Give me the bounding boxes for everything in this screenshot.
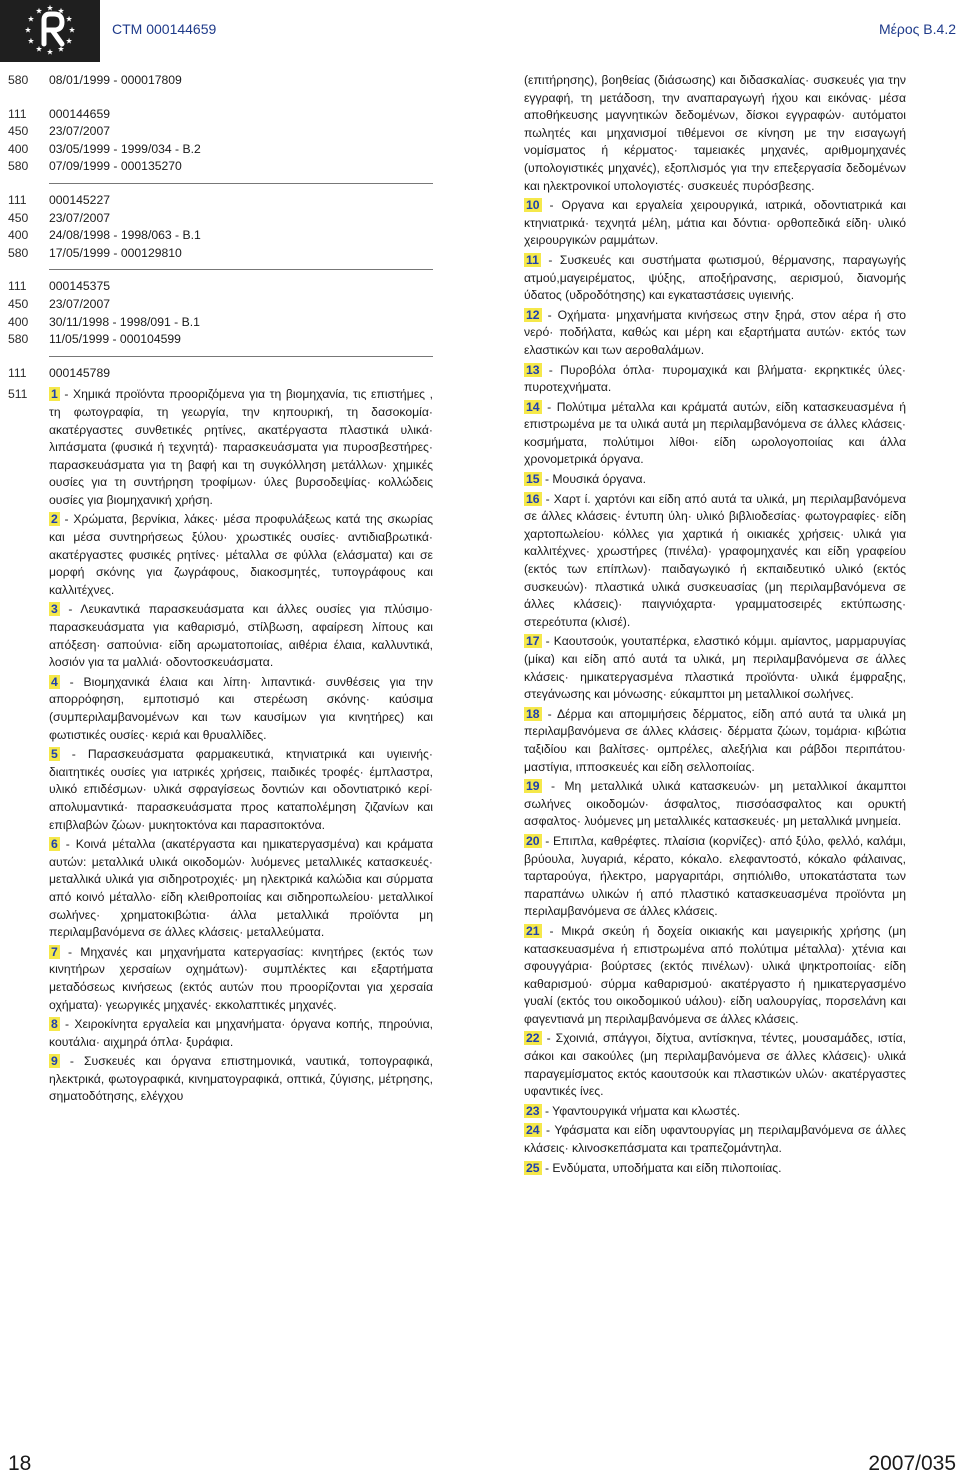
class-number: 14 <box>526 399 540 414</box>
class-number: 13 <box>526 362 540 377</box>
class-description: - Λευκαντικά παρασκευάσματα και άλλες ουσίες για πλύσιμο· παρασκευάσματα για καθαρισμό, στίλβωση, αφαίρεση λίπους και απόξεση· σαπούνια· είδη αρωματοποιίας, αιθέρια έλαια, καλλυντικά, λοσιόν για τα μαλλιά· οδοντοσκευάσματα. <box>49 602 433 670</box>
record-block <box>8 106 433 176</box>
class-list <box>49 386 433 1108</box>
class-number: 15 <box>526 472 540 487</box>
class-number: 24 <box>526 1123 540 1138</box>
class-number: 10 <box>526 198 540 213</box>
class-entry <box>49 944 433 1014</box>
class-number: 8 <box>51 1017 58 1032</box>
class-number: 1 <box>51 387 58 402</box>
record-row <box>8 106 433 124</box>
class-entry <box>49 1053 433 1106</box>
field-value: 000144659 <box>49 106 111 121</box>
class-entry <box>524 633 906 703</box>
record-row <box>8 210 433 228</box>
field-value: 23/07/2007 <box>49 124 110 139</box>
class-description: - Μικρά σκεύη ή δοχεία οικιακής και μαγειρικής χρήσης (μη κατασκευασμένα ή επιστρωμένα από πολύτιμα μέταλλα)· χτένια και σφουγγάρια· βούρτσες (εκτός πινέλων)· υλικά ψηκτροποιίας· είδη καθαρισμού· σύρμα καθαρισμού· ακατέργαστο ή ημικατεργασμένο γυαλί (εκτός του οικοδομικού υάλου)· είδη υαλουργίας, πορσελάνη και φαγεντιανά μη περιλαμβανόμενα σε άλλες κλάσεις. <box>524 923 906 1026</box>
class-number: 12 <box>526 307 540 322</box>
record-row <box>8 365 433 383</box>
class-description: - Συσκευές και όργανα επιστημονικά, ναυτικά, τοπογραφικά, ηλεκτρικά, φωτογραφικά, κινηματογραφικά, οπτικά, ζύγισης, μέτρησης, σηματοδότησης, ελέγχου <box>49 1054 433 1104</box>
class-number: 9 <box>51 1054 58 1069</box>
class-entry <box>49 511 433 599</box>
goods-services-entry <box>8 386 433 1108</box>
class-number: 5 <box>51 747 58 762</box>
record-row <box>8 123 433 141</box>
record-row <box>8 227 433 245</box>
eu-ohim-logo <box>0 0 100 62</box>
field-code: 111 <box>8 106 27 121</box>
class-number: 18 <box>526 706 540 721</box>
eu-stars-logo-icon <box>0 0 100 62</box>
class-entry <box>49 836 433 942</box>
class-entry <box>524 1160 906 1178</box>
document-id: CTM 000144659 <box>112 21 217 37</box>
record-row <box>8 278 433 296</box>
class-description: - Παρασκευάσματα φαρμακευτικά, κτηνιατρικά και υγιεινής· διαιτητικές ουσίες για ιατρικές χρήσεις, παιδικές τροφές· έμπλαστρα, υλικό επιδέσμων· υλικά σφραγίσεως δοντιών και οδοντιατρικό κερί· απολυμαντικά· παρασκευάσματα προς καταπολέμηση ζιζανίων και επιβλαβών ζώων· μυκητοκτόνα και παρασιτοκτόνα. <box>49 747 433 832</box>
class-number: 6 <box>51 837 58 852</box>
field-code: 580 <box>8 159 29 174</box>
issue-number: 2007/035 <box>868 1452 956 1475</box>
record-row <box>8 314 433 332</box>
class-entry <box>524 399 906 469</box>
field-code: 450 <box>8 296 29 311</box>
class-entry <box>524 923 906 1029</box>
class-number: 23 <box>526 1103 540 1118</box>
class-description: - Μουσικά όργανα. <box>541 472 646 487</box>
class-description: - Υφάσματα και είδη υφαντουργίας μη περιλαμβανόμενα σε άλλες κλάσεις· κλινοσκεπάσματα και τραπεζομάντηλα. <box>524 1123 906 1156</box>
class-description: - Πολύτιμα μέταλλα και κράματά αυτών, είδη κατασκευασμένα ή επιστρωμένα με τα υλικά αυτά μη περιλαμβανόμενα σε άλλες κλάσεις· κοσμήματα, πολύτιμοι λίθοι· είδη ωρολογοποιίας και άλλα χρονομετρικά όργανα. <box>524 399 906 467</box>
class-list-continued <box>524 197 906 1177</box>
class-entry <box>524 1030 906 1100</box>
field-code: 511 <box>8 387 28 402</box>
field-code: 400 <box>8 228 29 243</box>
field-value: 24/08/1998 - 1998/063 - B.1 <box>49 228 201 243</box>
class-description: - Ενδύματα, υποδήματα και είδη πιλοποιίας. <box>541 1160 782 1175</box>
class-entry <box>49 1016 433 1051</box>
class-entry <box>524 491 906 632</box>
record-block <box>8 72 433 90</box>
page-number: 18 <box>8 1452 32 1475</box>
class-entry <box>524 1103 906 1121</box>
class-entry <box>524 471 906 489</box>
class-description: - Σχοινιά, σπάγγοι, δίχτυα, αντίσκηνα, τέντες, μουσαμάδες, ιστία, σάκοι και σακούλες (μη περιλαμβανόμενα σε άλλες κλάσεις)· υλικά παραγεμίσματος εκτός καουτσούκ και πλαστικών υλών· ακατέργαστες υφαντικές ίνες. <box>524 1031 906 1099</box>
field-code: 111 <box>8 192 27 207</box>
record-blocks <box>8 72 433 386</box>
class-number: 17 <box>526 634 540 649</box>
class-entry <box>524 1122 906 1157</box>
field-code: 400 <box>8 314 29 329</box>
field-value: 03/05/1999 - 1999/034 - B.2 <box>49 141 201 156</box>
field-code: 580 <box>8 332 29 347</box>
class-description: - Οργανα και εργαλεία χειρουργικά, ιατρικά, οδοντιατρικά και κτηνιατρικά· τεχνητά μέλη, μάτια και δόντια· ορθοπεδικά είδη· υλικό χειρουργικών ραμμάτων. <box>524 198 906 248</box>
block-separator <box>49 356 433 357</box>
field-value: 23/07/2007 <box>49 210 110 225</box>
class-number: 19 <box>526 779 540 794</box>
class-description: - Οχήματα· μηχανήματα κινήσεως στην ξηρά, στον αέρα ή στο νερό· ποδήλατα, καθώς και μέρη και εξαρτήματα αυτών· εκτός των ελαστικών και των αεροθαλάμων. <box>524 307 906 357</box>
class-description: - Μη μεταλλικά υλικά κατασκευών· μη μεταλλικοί άκαμπτοι σωλήνες οικοδομών· άσφαλτος, πισσόασφαλτος και ορυκτή ασφαλτος· λυόμενες μη μεταλλικές κατασκευές· μη μεταλλικά μνημεία. <box>524 779 906 829</box>
record-row <box>8 192 433 210</box>
field-value: 17/05/1999 - 000129810 <box>49 245 182 260</box>
class-entry <box>524 362 906 397</box>
field-value: 11/05/1999 - 000104599 <box>49 332 181 347</box>
field-code: 580 <box>8 245 29 260</box>
record-row <box>8 331 433 349</box>
field-value: 000145227 <box>49 192 111 207</box>
record-block <box>8 365 433 383</box>
class-number: 4 <box>51 674 58 689</box>
class-continuation: (επιτήρησης), βοηθείας (διάσωσης) και διδασκαλίας· συσκευές για την εγγραφή, τη μετάδοση, την αναπαραγωγή ήχου και εικόνας· μέσα αποθήκευσης μαγνητικών δεδομένων, δίσκοι εγγραφών· αυτόματοι πωλητές και μηχανισμοί τιθέμενοι σε κίνηση με την εισαγωγή νομίσματος ή κέρματος· ταμειακές μηχανές, αριθμομηχανές (υπολογιστικές μηχανές), εξοπλισμός για την επεξεργασία δεδομένων και ηλεκτρονικοί υπολογιστές· συσκευές πυρόσβεσης. <box>524 73 906 193</box>
class-description: - Δέρμα και απομιμήσεις δέρματος, είδη από αυτά τα υλικά μη περιλαμβανόμενα σε άλλες κλάσεις· δέρματα ζώων, τομάρια· κιβώτια ταξιδίου και βαλίτσες· ομπρέλες, αλεξήλια και ράβδοι περιπάτου· μαστίγια, ιπποσκευές και είδη σελλοποιίας. <box>524 706 906 774</box>
class-description: - Χρώματα, βερνίκια, λάκες· μέσα προφυλάξεως κατά της σκωρίας και μέσα συντηρήσεως ξύλου· χρωστικές ουσίες· αντιδιαβρωτικά· ακατέργαστες φυσικές ρητίνες· μέταλλα σε φύλλα (ελάσματα) και σε μορφή σκόνης για ζωγράφους, διακοσμητές, τυπογράφους και καλλιτέχνες. <box>49 512 433 597</box>
class-number: 11 <box>526 252 539 267</box>
class-entry <box>49 386 433 509</box>
record-block <box>8 278 433 348</box>
class-description: - Χημικά προϊόντα προοριζόμενα για τη βιομηχανία, τις επιστήμες , τη φωτογραφία, τη γεωργία, την κηπουρική, τη δασοκομία· ακατέργαστες συνθετικές ρητίνες, ακατέργαστα πλαστικά υλικά· λιπάσματα (φυσικά ή τεχνητά)· παρασκευάσματα για πυροσβεστήρες· παρασκευάσματα για τη βαφή και τη συγκόλληση μετάλλων· χημικές ουσίες για τη συντήρηση τροφίμων· ύλες βυρσοδεψίας· κολλώδεις ουσίες για βιομηχανική χρήση. <box>49 387 433 507</box>
field-code: 400 <box>8 141 29 156</box>
field-code: 111 <box>8 365 27 380</box>
field-code: 450 <box>8 124 29 139</box>
field-value: 000145789 <box>49 365 111 380</box>
record-row <box>8 245 433 263</box>
field-value: 07/09/1999 - 000135270 <box>49 159 182 174</box>
class-number: 16 <box>526 491 540 506</box>
class-description: - Καουτσούκ, γουταπέρκα, ελαστικό κόμμι. αμίαντος, μαρμαρυγίας (μίκα) και είδη από αυτά τα υλικά, μη περιλαμβανόμενα σε άλλες κλάσεις· ημικατεργασμένα πλαστικά προϊόντα· υλικά έμφραξης, στεγάνωσης και μόνωσης· εύκαμπτοι μη μεταλλικοί σωλήνες. <box>524 634 906 702</box>
class-description: - Βιομηχανικά έλαια και λίπη· λιπαντικά· συνθέσεις για την απορρόφηση, εμποτισμό και στερέωση σκόνης· καύσιμα (συμπεριλαμβανομένων και των καυσίμων για κινητήρες) και φωτιστικές ουσίες· κεριά και θρυαλλίδες. <box>49 674 433 742</box>
class-entry <box>524 252 906 305</box>
record-row <box>8 72 433 90</box>
class-description: - Συσκευές και συστήματα φωτισμού, θέρμανσης, παραγωγής ατμού,μαγειρέματος, ψύξης, αποξήρανσης, αερισμού, διανομής ύδατος (υδροδότησης) και εγκαταστάσεις υγιεινής. <box>524 252 906 303</box>
class-description: - Μηχανές και μηχανήματα κατεργασίας: κινητήρες (εκτός των κινητήρων χερσαίων οχημάτων)· συμπλέκτες και εξαρτήματα μεταδόσεως κινήσεως (εκτός αυτών που προορίζονται για χερσαία οχήματα)· γεωργικές μηχανές· εκκολαπτικές μηχανές. <box>49 944 433 1012</box>
field-value: 30/11/1998 - 1998/091 - B.1 <box>49 314 200 329</box>
class-number: 7 <box>51 944 58 959</box>
class-entry <box>524 833 906 921</box>
class-description: - Πυροβόλα όπλα· πυρομαχικά και βλήματα· εκρηκτικές ύλες· πυροτεχνήματα. <box>524 362 906 395</box>
class-entry <box>524 307 906 360</box>
block-gap <box>8 90 433 106</box>
part-label: Μέρος Β.4.2 <box>879 21 956 37</box>
class-description: - Υφαντουργικά νήματα και κλωστές. <box>541 1103 741 1118</box>
field-value: 23/07/2007 <box>49 296 110 311</box>
record-row <box>8 141 433 159</box>
class-entry <box>524 706 906 776</box>
class-number: 3 <box>51 602 58 617</box>
class-entry <box>524 778 906 831</box>
field-code: 111 <box>8 279 27 294</box>
class-number: 20 <box>526 833 540 848</box>
class-description: - Χαρτ ί. χαρτόνι και είδη από αυτά τα υλικά, μη περιλαμβανόμενα σε άλλες κλάσεις· έντυπη ύλη· υλικό βιβλιοδεσίας· φωτογραφίες· είδη χαρτοπωλείου· κόλλες για χαρτικά ή οικιακές χρήσεις· υλικά για καλλιτέχνες· χρωστήρες (πινέλα)· γραφομηχανές και είδη γραφείου (εκτός των επίπλων)· παιδαγωγικό ή εκπαιδευτικό υλικό (εκτός συσκευών)· πλαστικά υλικά συσκευασίας (μη περιλαμβανόμενα σε άλλες κλάσεις)· παιγνιόχαρτα· γραμματοσειρές εκτύπωσης· στερεότυπα (κλισέ). <box>524 491 906 629</box>
class-description: - Επιπλα, καθρέφτες. πλαίσια (κορνίζες)· από ξύλο, φελλό, καλάμι, βρύουλα, λυγαριά, κέρατο, κόκαλο. ελεφαντοστό, κόκαλο φάλαινας, ταρταρούγα, ήλεκτρο, μαργαριτάρι, σηπιόλιθο, υποκατάστατα των παραπάνω υλικών ή από πλαστικό κατασκευασμένα προϊόντα μη περιλαμβανόμενα σε άλλες κλάσεις. <box>524 833 906 919</box>
record-row <box>8 296 433 314</box>
class-entry <box>49 674 433 744</box>
field-value: 000145375 <box>49 279 111 294</box>
class-description: - Κοινά μέταλλα (ακατέργαστα και ημικατεργασμένα) και κράματα αυτών: μεταλλικά υλικά οικοδομών· λυόμενες μεταλλικές κατασκευές· μεταλλικά υλικά για σιδηροτροχιές· μη ηλεκτρικά καλώδια και σύρματα από κοινό μέταλλο· είδη κλειθροποιίας και σιδηροπωλείου· μεταλλικοί σωλήνες· χρηματοκιβώτια· άλλα μεταλλικά προϊόντα μη περιλαμβανόμενα σε άλλες κλάσεις· μεταλλεύματα. <box>49 837 433 940</box>
right-column <box>524 72 906 1179</box>
class-entry <box>49 601 433 671</box>
class-description: - Χειροκίνητα εργαλεία και μηχανήματα· όργανα κοπής, πηρούνια, κουτάλια· αιχμηρά όπλα· ξυράφια. <box>49 1017 433 1049</box>
class-number: 2 <box>51 512 58 527</box>
block-separator <box>49 269 433 270</box>
field-code: 580 <box>8 73 29 87</box>
block-separator <box>49 183 433 184</box>
record-block <box>8 192 433 262</box>
class-entry <box>49 746 433 834</box>
page-header <box>0 0 960 62</box>
class-number: 25 <box>526 1160 540 1175</box>
record-row <box>8 158 433 176</box>
class-number: 21 <box>526 923 540 938</box>
field-value: 08/01/1999 - 000017809 <box>49 73 182 87</box>
class-number: 22 <box>526 1031 540 1046</box>
class-entry <box>524 197 906 250</box>
field-code: 450 <box>8 210 29 225</box>
left-column <box>8 72 433 1108</box>
